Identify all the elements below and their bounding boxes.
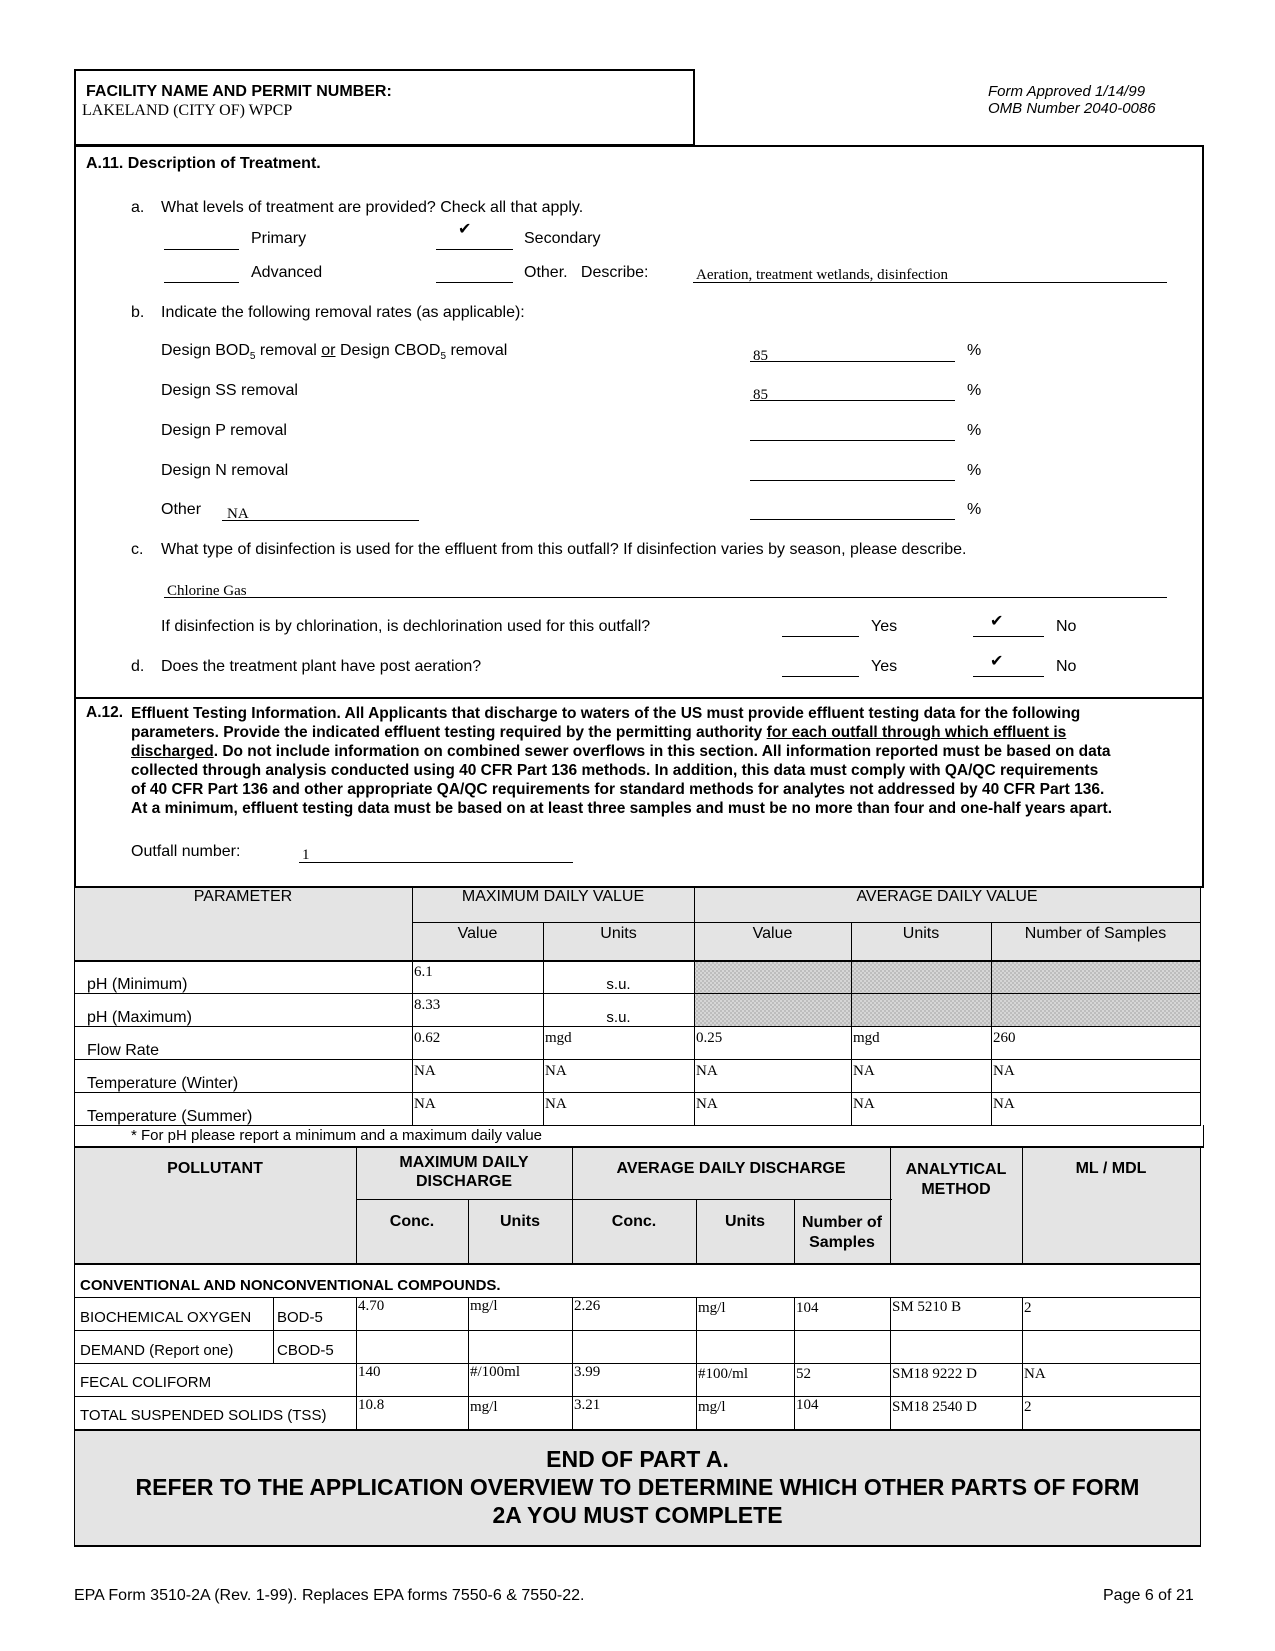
other-removal-label: Other — [161, 501, 202, 518]
pollutant-top-border — [74, 1146, 1204, 1148]
param-header-max-value: Value — [457, 925, 498, 942]
param-avg-value[interactable]: NA — [696, 1096, 718, 1112]
n-percent: % — [967, 462, 982, 479]
bod5-label: BOD-5 — [277, 1309, 323, 1326]
facility-label: FACILITY NAME AND PERMIT NUMBER: — [86, 83, 392, 100]
pollutant-mlmdl[interactable]: 2 — [1024, 1300, 1032, 1316]
a12-divider — [74, 697, 1204, 699]
pollutant-max-conc[interactable]: 4.70 — [358, 1298, 385, 1314]
bod-name-line2: DEMAND (Report one) — [80, 1342, 234, 1359]
pollutant-max-units[interactable]: #/100ml — [470, 1364, 521, 1380]
disinfection-underline — [164, 597, 1167, 598]
other-removal-field[interactable] — [750, 519, 955, 520]
facility-name: LAKELAND (CITY OF) WPCP — [82, 102, 293, 119]
pollutant-col-right — [1200, 1146, 1201, 1430]
pollutant-col-2 — [468, 1297, 469, 1430]
bod-removal-label: Design $BOD_5$ removal or Design $CBOD_5$ removal — [161, 342, 508, 363]
pollutant-col-left — [74, 1146, 75, 1430]
param-max-value[interactable]: NA — [414, 1096, 436, 1112]
pollutant-max-conc[interactable]: 140 — [358, 1364, 381, 1380]
end-part-a-title: END OF PART A. — [546, 1446, 729, 1472]
footnote-right — [1203, 1125, 1204, 1147]
pollutant-avg-units[interactable]: mg/l — [698, 1300, 726, 1316]
advanced-checkbox[interactable] — [164, 282, 239, 283]
pollutant-header-avg: AVERAGE DAILY DISCHARGE — [616, 1160, 846, 1177]
pollutant-avg-units[interactable]: mg/l — [698, 1399, 726, 1415]
param-col-right — [1200, 886, 1201, 1126]
primary-label: Primary — [251, 230, 307, 247]
post-aeration-no-label: No — [1056, 658, 1077, 675]
pollutant-line-3 — [74, 1363, 1201, 1364]
pollutant-col-1 — [356, 1297, 357, 1430]
ss-removal-value[interactable]: 85 — [753, 387, 768, 403]
pollutant-name: FECAL COLIFORM — [80, 1374, 212, 1391]
param-col-5 — [991, 922, 992, 1126]
pollutant-col-2-head — [468, 1199, 469, 1264]
param-header-avg: AVERAGE DAILY VALUE — [856, 888, 1038, 905]
pollutant-avg-units[interactable]: #100/ml — [698, 1366, 749, 1382]
other-removal-name-underline — [222, 520, 419, 521]
end-banner-bottom — [74, 1545, 1201, 1547]
pollutant-samples[interactable]: 104 — [796, 1300, 819, 1316]
pollutant-line-1 — [74, 1297, 1201, 1298]
param-max-units[interactable]: NA — [545, 1096, 567, 1112]
dechlor-no-checkbox[interactable] — [973, 636, 1044, 637]
a11-d-question: Does the treatment plant have post aeration? — [161, 658, 482, 675]
param-name: pH (Maximum) — [87, 1009, 192, 1026]
param-header-max: MAXIMUM DAILY VALUE — [461, 888, 645, 905]
pollutant-header-method: ANALYTICAL METHOD — [905, 1161, 1007, 1198]
other-removal-name[interactable]: NA — [227, 506, 249, 522]
disinfection-value[interactable]: Chlorine Gas — [167, 583, 247, 599]
param-name: Temperature (Summer) — [87, 1108, 253, 1125]
bod-removal-underline — [750, 361, 955, 362]
other-treatment-value[interactable]: Aeration, treatment wetlands, disinfection — [696, 267, 949, 283]
ss-removal-underline — [750, 400, 955, 401]
param-col-4 — [851, 922, 852, 1126]
a12-paragraph: Effluent Testing Information. All Applicants that discharge to waters of the US must provide effluent testing data for the following parameters. Provide the indicated effluent testing required by the permitting authority for each outfall through which effluent is discharged. Do not include information on combined sewer overflows in this section. All information reported must be based on data collected through analysis conducted using 40 CFR Part 136 methods. In addition, this data must comply with QA/QC requirements of 40 CFR Part 136 and other appropriate QA/QC requirements for standard methods for analytes not addressed by 40 CFR Part 136. At a minimum, effluent testing data must be based on at least three samples and must be no more than four and one-half years apart. — [131, 705, 1112, 817]
pollutant-header-mlmdl: ML / MDL — [1075, 1160, 1147, 1177]
bod-removal-value[interactable]: 85 — [753, 348, 768, 364]
pollutant-header-max-units: Units — [500, 1213, 540, 1230]
pollutant-max-units[interactable]: mg/l — [470, 1298, 498, 1314]
pollutant-col-bodcode — [273, 1297, 274, 1364]
omb-number: OMB Number 2040-0086 — [988, 100, 1156, 117]
pollutant-method[interactable]: SM 5210 B — [892, 1299, 962, 1315]
param-col-3 — [694, 886, 695, 1126]
advanced-label: Advanced — [251, 264, 323, 281]
pollutant-header-avg-conc: Conc. — [611, 1213, 657, 1230]
param-col-left — [74, 886, 75, 1126]
n-removal-field[interactable] — [750, 480, 955, 481]
param-max-units[interactable]: s.u. — [606, 1009, 631, 1026]
bod-percent: % — [967, 342, 982, 359]
param-avg-value[interactable]: 0.25 — [696, 1030, 723, 1046]
pollutant-header-bottom — [74, 1263, 1201, 1265]
param-header-parameter: PARAMETER — [193, 888, 293, 905]
param-avg-units[interactable]: mgd — [853, 1030, 880, 1046]
post-aeration-yes-checkbox[interactable] — [782, 676, 859, 677]
ph-footnote: * For pH please report a minimum and a maximum daily value — [131, 1127, 542, 1144]
primary-checkbox[interactable] — [164, 249, 239, 250]
pollutant-col-3 — [572, 1297, 573, 1430]
footer-page-number: Page 6 of 21 — [1103, 1587, 1194, 1604]
dechlor-question: If disinfection is by chlorination, is dechlorination used for this outfall? — [161, 618, 651, 635]
param-samples[interactable]: 260 — [993, 1030, 1016, 1046]
pollutant-method[interactable]: SM18 2540 D — [892, 1399, 978, 1415]
param-max-units[interactable]: NA — [545, 1063, 567, 1079]
end-refer-line2: 2A YOU MUST COMPLETE — [492, 1502, 783, 1528]
pollutant-max-units[interactable]: mg/l — [470, 1399, 498, 1415]
param-header-bottom — [74, 960, 1201, 962]
param-max-value[interactable]: NA — [414, 1063, 436, 1079]
pollutant-method[interactable]: SM18 9222 D — [892, 1366, 978, 1382]
param-row-line-4 — [74, 1092, 1201, 1093]
param-header-samples: Number of Samples — [1024, 925, 1167, 942]
a12-title: A.12. — [86, 704, 124, 721]
pollutant-header-samples: Number of Samples — [802, 1214, 882, 1251]
param-avg-units[interactable]: NA — [853, 1096, 875, 1112]
param-header-max-units: Units — [600, 925, 637, 942]
pollutant-col-4 — [696, 1297, 697, 1430]
dechlor-yes-label: Yes — [871, 618, 898, 635]
a11-b-letter: b. — [131, 304, 145, 321]
a11-a-letter: a. — [131, 199, 145, 216]
a11-d-letter: d. — [131, 658, 145, 675]
other-percent: % — [967, 501, 982, 518]
conventional-section-label: CONVENTIONAL AND NONCONVENTIONAL COMPOUNDS. — [80, 1277, 501, 1294]
secondary-checkbox[interactable] — [436, 249, 513, 250]
pollutant-name: TOTAL SUSPENDED SOLIDS (TSS) — [80, 1407, 327, 1424]
pollutant-max-conc[interactable]: 10.8 — [358, 1397, 385, 1413]
pollutant-header-max-conc: Conc. — [389, 1213, 435, 1230]
post-aeration-yes-label: Yes — [871, 658, 898, 675]
bod-name-line1: BIOCHEMICAL OXYGEN — [80, 1309, 252, 1326]
param-row-line-2 — [74, 1026, 1201, 1027]
pollutant-col-5 — [794, 1297, 795, 1430]
pollutant-samples[interactable]: 52 — [796, 1366, 811, 1382]
a11-c-letter: c. — [131, 541, 144, 558]
ss-removal-label: Design SS removal — [161, 382, 298, 399]
param-avg-units[interactable]: NA — [853, 1063, 875, 1079]
p-removal-field[interactable] — [750, 440, 955, 441]
pollutant-avg-conc[interactable]: 3.21 — [574, 1397, 601, 1413]
a11-a-question: What levels of treatment are provided? Check all that apply. — [161, 199, 584, 216]
p-removal-label: Design P removal — [161, 422, 287, 439]
secondary-check-icon: ✔ — [458, 219, 472, 238]
other-checkbox[interactable] — [436, 282, 513, 283]
outfall-number-value[interactable]: 1 — [302, 847, 310, 863]
pollutant-col-4-head — [696, 1199, 697, 1264]
pollutant-avg-conc[interactable]: 3.99 — [574, 1364, 601, 1380]
param-header-avg-units: Units — [902, 925, 940, 942]
param-samples[interactable]: NA — [993, 1063, 1015, 1079]
outfall-number-underline — [299, 862, 573, 863]
outfall-label: Outfall number: — [131, 843, 241, 860]
param-max-value[interactable]: 6.1 — [414, 964, 433, 980]
ph-avg-shaded — [694, 962, 1200, 1027]
param-samples[interactable]: NA — [993, 1096, 1015, 1112]
pollutant-subheader-line — [356, 1199, 892, 1200]
pollutant-col-6 — [890, 1297, 891, 1430]
param-subheader-line — [412, 922, 1201, 923]
end-refer-line1: REFER TO THE APPLICATION OVERVIEW TO DETERMINE WHICH OTHER PARTS OF FORM — [135, 1474, 1140, 1500]
param-col-1 — [412, 886, 413, 1126]
param-max-units[interactable]: s.u. — [606, 976, 631, 993]
param-header-avg-value: Value — [752, 925, 793, 942]
n-removal-label: Design N removal — [161, 462, 289, 479]
form-approved: Form Approved 1/14/99 — [988, 83, 1146, 100]
param-max-units[interactable]: mgd — [545, 1030, 572, 1046]
param-name: pH (Minimum) — [87, 976, 188, 993]
param-name: Flow Rate — [87, 1042, 160, 1059]
pollutant-header-pollutant: POLLUTANT — [167, 1160, 263, 1177]
param-max-value[interactable]: 8.33 — [414, 997, 441, 1013]
a11-title: A.11. Description of Treatment. — [86, 155, 321, 172]
pollutant-col-7 — [1022, 1297, 1023, 1430]
pollutant-avg-conc[interactable]: 2.26 — [574, 1298, 601, 1314]
p-percent: % — [967, 422, 982, 439]
pollutant-mlmdl[interactable]: NA — [1024, 1366, 1046, 1382]
param-row-line-1 — [74, 993, 1201, 994]
dechlor-no-label: No — [1056, 618, 1077, 635]
ss-percent: % — [967, 382, 982, 399]
param-row-line-3 — [74, 1059, 1201, 1060]
dechlor-yes-checkbox[interactable] — [782, 636, 859, 637]
post-aeration-no-checkbox[interactable] — [973, 676, 1044, 677]
dechlor-no-check-icon: ✔ — [990, 611, 1004, 630]
param-max-value[interactable]: 0.62 — [414, 1030, 441, 1046]
footer-form-id: EPA Form 3510-2A (Rev. 1-99). Replaces EPA forms 7550-6 & 7550-22. — [74, 1587, 585, 1604]
secondary-label: Secondary — [524, 230, 601, 247]
pollutant-line-2 — [74, 1330, 1201, 1331]
other-label: Other. Describe: — [524, 264, 649, 281]
cbod5-label: CBOD-5 — [277, 1342, 334, 1359]
a11-b-question: Indicate the following removal rates (as applicable): — [161, 304, 525, 321]
footnote-left — [74, 1125, 75, 1147]
param-avg-value[interactable]: NA — [696, 1063, 718, 1079]
post-aeration-no-check-icon: ✔ — [990, 651, 1004, 670]
pollutant-line-4 — [74, 1396, 1201, 1397]
pollutant-header-avg-units: Units — [725, 1213, 765, 1230]
pollutant-mlmdl[interactable]: 2 — [1024, 1399, 1032, 1415]
a11-c-question: What type of disinfection is used for the effluent from this outfall? If disinfection varies by season, please describe. — [161, 541, 967, 558]
param-name: Temperature (Winter) — [87, 1075, 239, 1092]
other-treatment-underline — [693, 282, 1167, 283]
pollutant-samples[interactable]: 104 — [796, 1397, 819, 1413]
pollutant-header-max: MAXIMUM DAILY DISCHARGE — [399, 1154, 529, 1190]
